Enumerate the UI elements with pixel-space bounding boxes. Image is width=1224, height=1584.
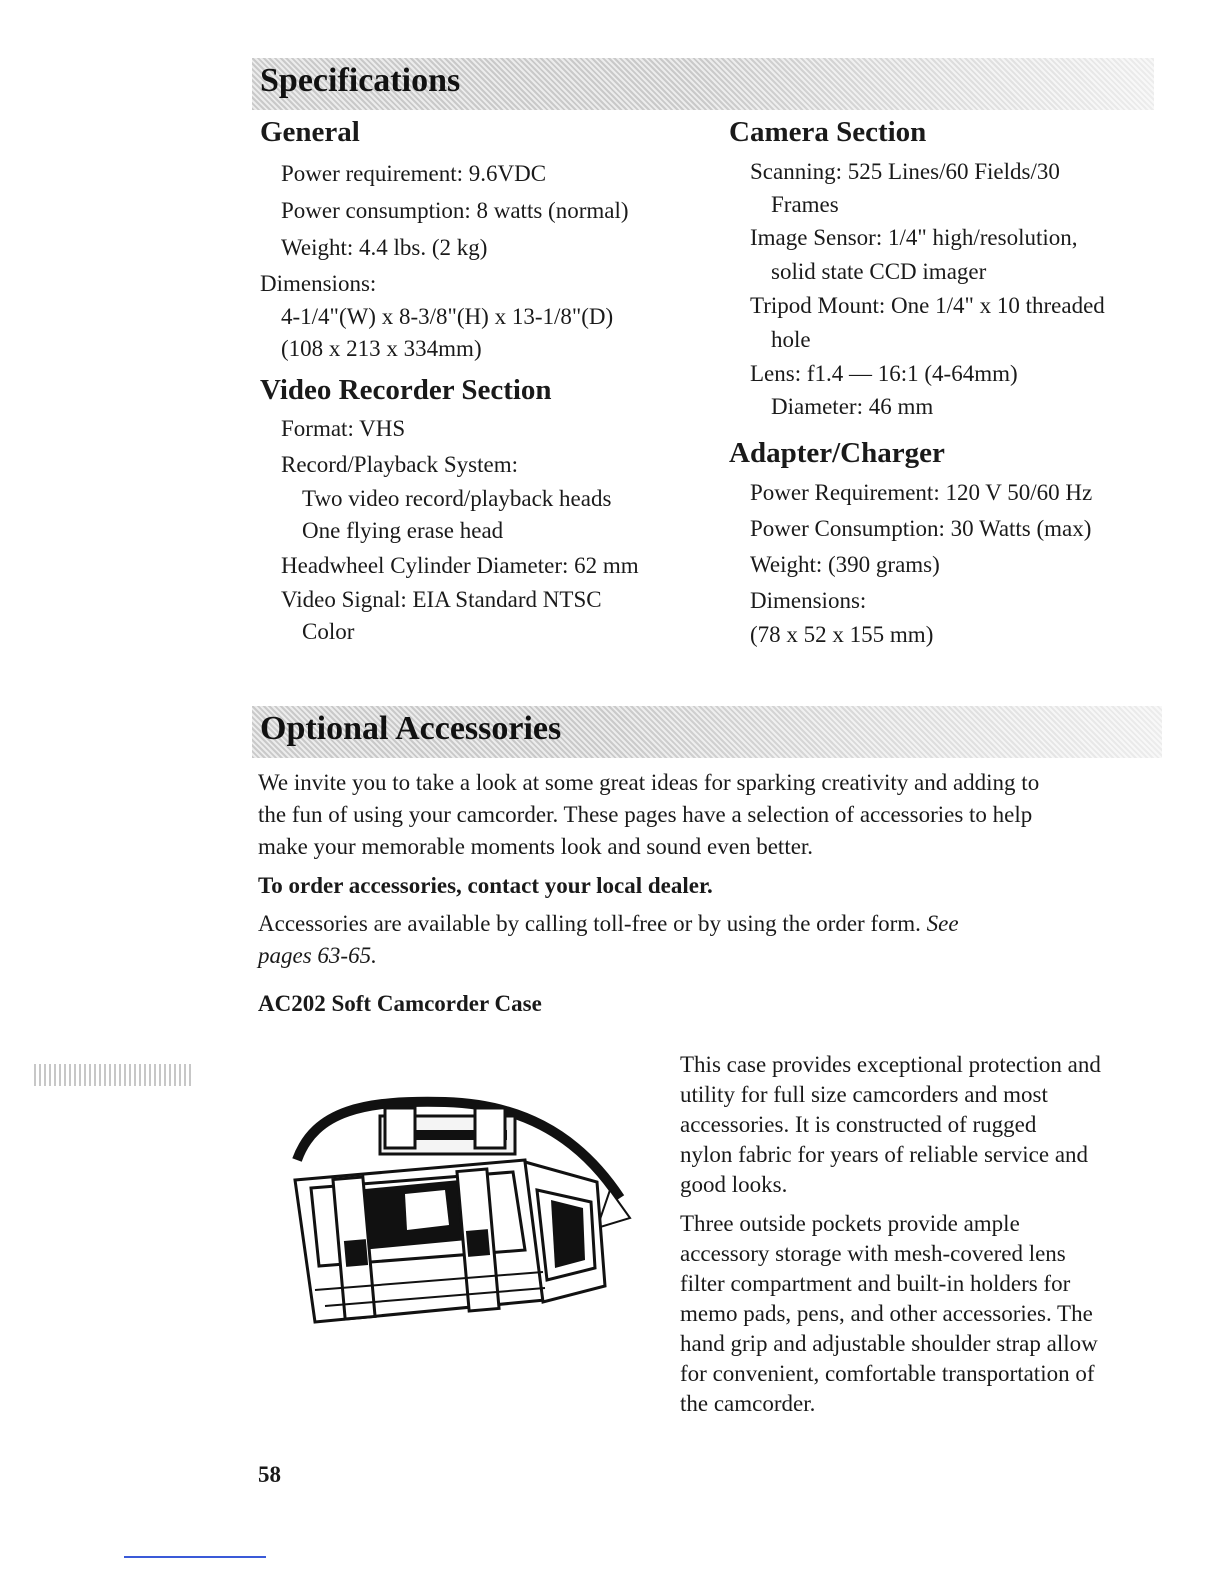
bottom-rule: [124, 1556, 266, 1558]
spec-line: (108 x 213 x 334mm): [281, 336, 482, 361]
spec-line: Tripod Mount: One 1/4" x 10 threaded: [750, 293, 1105, 318]
camera-heading: Camera Section: [729, 116, 927, 148]
desc-line: accessories. It is constructed of rugged: [680, 1112, 1037, 1137]
product-description: [680, 1050, 1101, 1419]
spec-line: Power Consumption: 30 Watts (max): [750, 516, 1092, 541]
spec-line: Dimensions:: [750, 588, 867, 613]
adapter-section: [729, 437, 1092, 651]
intro-line: We invite you to take a look at some great ideas for sparking creativity and adding to: [258, 770, 1040, 795]
desc-line: memo pads, pens, and other accessories. The: [680, 1301, 1093, 1326]
spec-line: Dimensions:: [260, 271, 377, 296]
desc-line: Three outside pockets provide ample: [680, 1211, 1020, 1236]
accessories-banner: [252, 706, 1162, 758]
specifications-banner: [252, 58, 1154, 110]
spec-line: Two video record/playback heads: [302, 486, 612, 511]
product-title: AC202 Soft Camcorder Case: [258, 991, 542, 1016]
spec-line: Color: [302, 619, 355, 644]
intro-line: the fun of using your camcorder. These pages have a selection of accessories to help: [258, 802, 1033, 827]
desc-line: for convenient, comfortable transportation of: [680, 1361, 1095, 1386]
spec-line: Frames: [771, 192, 839, 217]
spec-line: 4-1/4"(W) x 8-3/8"(H) x 13-1/8"(D): [281, 304, 614, 329]
spec-line: Power requirement: 9.6VDC: [281, 161, 547, 186]
desc-line: accessory storage with mesh-covered lens: [680, 1241, 1066, 1266]
accessories-title: Optional Accessories: [260, 710, 562, 747]
desc-line: filter compartment and built-in holders for: [680, 1271, 1071, 1296]
see-pages-link[interactable]: See: [926, 911, 959, 936]
spec-line: Power Requirement: 120 V 50/60 Hz: [750, 480, 1093, 505]
video-recorder-heading: Video Recorder Section: [260, 374, 552, 406]
order-note: To order accessories, contact your local dealer.: [258, 873, 713, 898]
availability-note: [258, 908, 959, 972]
spec-line: solid state CCD imager: [771, 259, 987, 284]
spec-line: Lens: f1.4 — 16:1 (4-64mm): [750, 361, 1018, 386]
specifications-title: Specifications: [260, 62, 461, 99]
desc-line: the camcorder.: [680, 1391, 816, 1416]
spec-line: Record/Playback System:: [281, 452, 518, 477]
spec-line: Weight: (390 grams): [750, 552, 940, 577]
spec-line: Power consumption: 8 watts (normal): [281, 198, 629, 223]
see-pages-link[interactable]: pages 63-65.: [258, 943, 377, 968]
camera-bag-illustration: [275, 1090, 635, 1330]
desc-line: utility for full size camcorders and most: [680, 1082, 1048, 1107]
spec-line: (78 x 52 x 155 mm): [750, 622, 934, 647]
general-section: [260, 116, 629, 365]
spec-line: Scanning: 525 Lines/60 Fields/30: [750, 159, 1060, 184]
spec-line: Video Signal: EIA Standard NTSC: [281, 587, 602, 612]
accessories-intro: [258, 767, 1039, 863]
spec-line: Headwheel Cylinder Diameter: 62 mm: [281, 553, 639, 578]
spec-line: Diameter: 46 mm: [771, 394, 934, 419]
desc-line: good looks.: [680, 1172, 788, 1197]
page-number: 58: [258, 1462, 281, 1487]
desc-line: This case provides exceptional protection and: [680, 1052, 1101, 1077]
desc-line: hand grip and adjustable shoulder strap allow: [680, 1331, 1098, 1356]
spec-line: Image Sensor: 1/4" high/resolution,: [750, 225, 1078, 250]
scan-speckle: [34, 1064, 194, 1086]
intro-line: make your memorable moments look and sound even better.: [258, 834, 814, 859]
spec-line: hole: [771, 327, 811, 352]
adapter-heading: Adapter/Charger: [729, 437, 945, 469]
spec-line: Weight: 4.4 lbs. (2 kg): [281, 235, 488, 260]
video-recorder-section: [260, 374, 639, 648]
camera-section: [729, 116, 1105, 423]
general-heading: General: [260, 116, 360, 148]
availability-text: Accessories are available by calling toll-free or by using the order form.: [258, 911, 921, 936]
spec-line: One flying erase head: [302, 518, 504, 543]
spec-line: Format: VHS: [281, 416, 406, 441]
desc-line: nylon fabric for years of reliable service and: [680, 1142, 1089, 1167]
